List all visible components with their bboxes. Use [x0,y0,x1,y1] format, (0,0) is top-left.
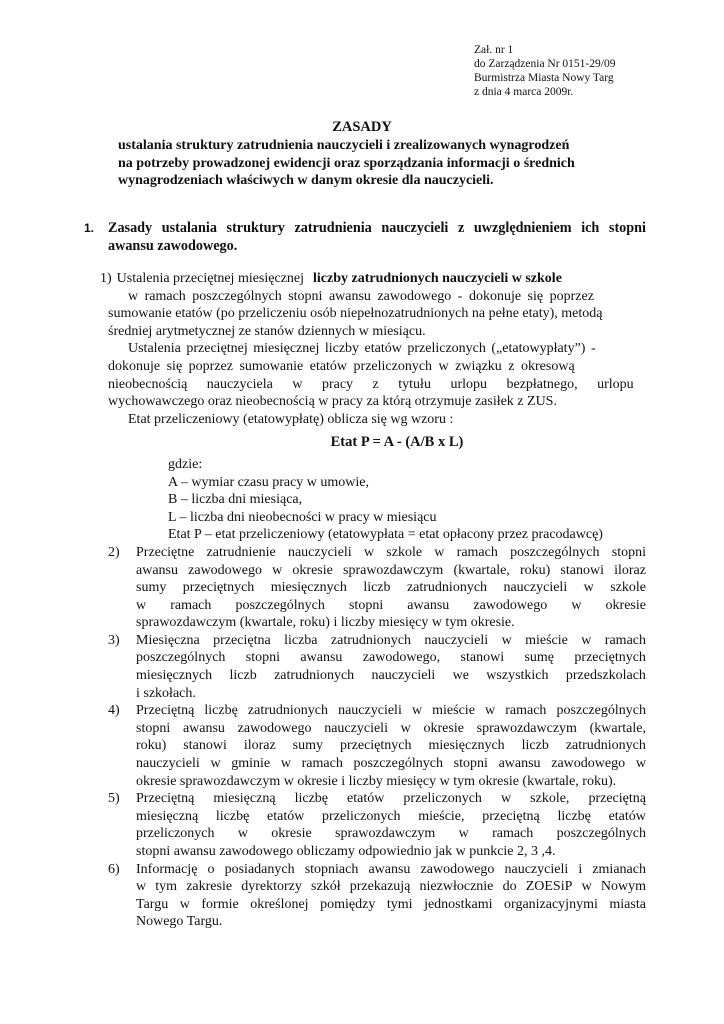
item-text: miesięczną liczbę etatów przeliczonych mieście, przeciętną liczbę etatów [136,808,646,824]
formula: Etat P = A - (A/B x L) [330,434,464,451]
item-text: wychowawczego oraz nieobecnością w pracy za którą otrzymuje zasiłek z ZUS. [108,394,557,410]
attachment-note-line: Burmistrza Miasta Nowy Targ [474,72,614,84]
item-number: 5) [108,791,120,807]
list-item [108,861,646,931]
attachment-note-line: do Zarządzenia Nr 0151-29/09 [474,58,616,70]
legend-item: A – wymiar czasu pracy w umowie, [168,474,369,490]
item-text: Targu w formie określonej pomiędzy tymi jednostkami organizacyjnymi miasta [136,896,646,912]
item-text-bold: liczby zatrudnionych nauczycieli w szkole [313,271,562,286]
item-text: Informację o posiadanych stopniach awansu zawodowego nauczycieli i zmianach [136,861,646,877]
subtitle-line: ustalania struktury zatrudnienia nauczycieli i zrealizowanych wynagrodzeń [118,138,570,153]
item-number: 4) [108,703,120,719]
section-body [100,270,646,931]
item-text: Ustalenia przeciętnej miesięcznej [116,271,305,286]
section-number: 1. [84,221,95,235]
item-text: poszczególnych stopni awansu zawodowego, stanowi sumę przeciętnych [136,650,646,666]
legend-label: gdzie: [168,456,203,472]
list-item [108,632,646,702]
item-text: sumy przeciętnych miesięcznych liczb zatrudnionych nauczycieli w szkole [136,580,646,596]
item-text: nieobecnością nauczyciela w pracy z tytułu urlopu bezpłatnego, urlopu [108,376,634,392]
list-item [108,544,646,632]
document-subtitle [118,137,638,190]
list-item [108,702,646,790]
item-text: Miesięczna przeciętna liczba zatrudnionych nauczycieli w mieście w ramach [136,632,646,648]
list-item [108,790,646,860]
item-text: Przeciętną miesięczną liczbę etatów przeliczonych w szkole, przeciętną [136,791,646,807]
item-text: Ustalenia przeciętnej miesięcznej liczby etatów przeliczonych („etatowypłaty”) - [128,341,596,357]
subtitle-line: na potrzeby prowadzonej ewidencji oraz sporządzania informacji o średnich [118,155,575,171]
attachment-note-line: Zał. nr 1 [474,44,514,56]
item-text: w tym zakresie dyrektorzy szkół przekazują niezwłocznie do ZOESiP w Nowym [136,879,646,895]
item-text: średniej arytmetycznej ze stanów dziennych w miesiącu. [108,323,426,339]
item-number: 3) [108,632,120,648]
item-number: 2) [108,544,120,560]
item-text: sumowanie etatów (po przeliczeniu osób niepełnozatrudnionych na pełne etaty), metodą [108,306,603,322]
item-text: awansu zawodowego w okresie sprawozdawczym (kwartale, roku) stanowi iloraz [136,562,646,578]
item-text: w ramach poszczególnych stopni awansu zawodowego w okresie [136,597,646,613]
attachment-note-line: z dnia 4 marca 2009r. [474,86,574,98]
legend-item: L – liczba dni nieobecności w pracy w miesiącu [168,509,437,525]
list-item [100,270,646,288]
item-text: Etat przeliczeniowy (etatowypłatę) oblicza się wg wzoru : [128,411,454,427]
document-title: ZASADY [332,119,392,135]
item-text: Nowego Targu. [136,914,223,930]
item-number: 1) [100,271,112,286]
item-text: stopni awansu zawodowego nauczycieli w okresie sprawozdawczym (kwartale, [136,720,646,736]
item-text: sprawozdawczym (kwartale, roku) i liczby miesięcy w tym okresie. [136,615,515,631]
item-text: i szkołach. [136,685,196,701]
legend-item: B – liczba dni miesiąca, [168,492,303,508]
subtitle-line: wynagrodzeniach właściwych w danym okresie dla nauczycieli. [118,173,494,188]
item-text: przeliczonych w okresie sprawozdawczym w ramach poszczególnych [136,826,646,842]
section-heading: Zasady ustalania struktury zatrudnienia nauczycieli z uwzględnieniem ich stopni awansu zawodowego. [108,220,646,254]
item-1-body [108,288,646,306]
formula-legend [108,456,646,544]
item-text: stopni awansu zawodowego obliczamy odpowiednio jak w punkcie 2, 3 ,4. [136,844,556,859]
item-number: 6) [108,861,120,877]
item-text: miesięcznych liczb zatrudnionych nauczycieli we wszystkich przedszkolach [136,668,646,684]
numbered-list [108,544,646,931]
item-text: dokonuje się poprzez sumowanie etatów przeliczonych w związku z okresową [108,358,575,374]
item-text: w ramach poszczególnych stopni awansu zawodowego - dokonuje się poprzez [128,288,594,304]
item-text: nauczycieli w gminie w ramach poszczególnych stopni awansu zawodowego w [136,756,646,772]
item-1-body-cont [88,305,646,428]
item-text: okresie sprawozdawczym w okresie i liczby miesięcy w tym okresie (kwartale, roku). [136,773,617,789]
attachment-note [474,43,704,99]
item-text: Przeciętną liczbę zatrudnionych nauczycieli w mieście w ramach poszczególnych [136,703,646,719]
item-text: Przeciętne zatrudnienie nauczycieli w szkole w ramach poszczególnych stopni [136,544,646,560]
item-text: roku) stanowi iloraz sumy przeciętnych miesięcznych liczb zatrudnionych [136,738,646,754]
legend-item: Etat P – etat przeliczeniowy (etatowypłata = etat opłacony przez pracodawcę) [168,527,603,543]
